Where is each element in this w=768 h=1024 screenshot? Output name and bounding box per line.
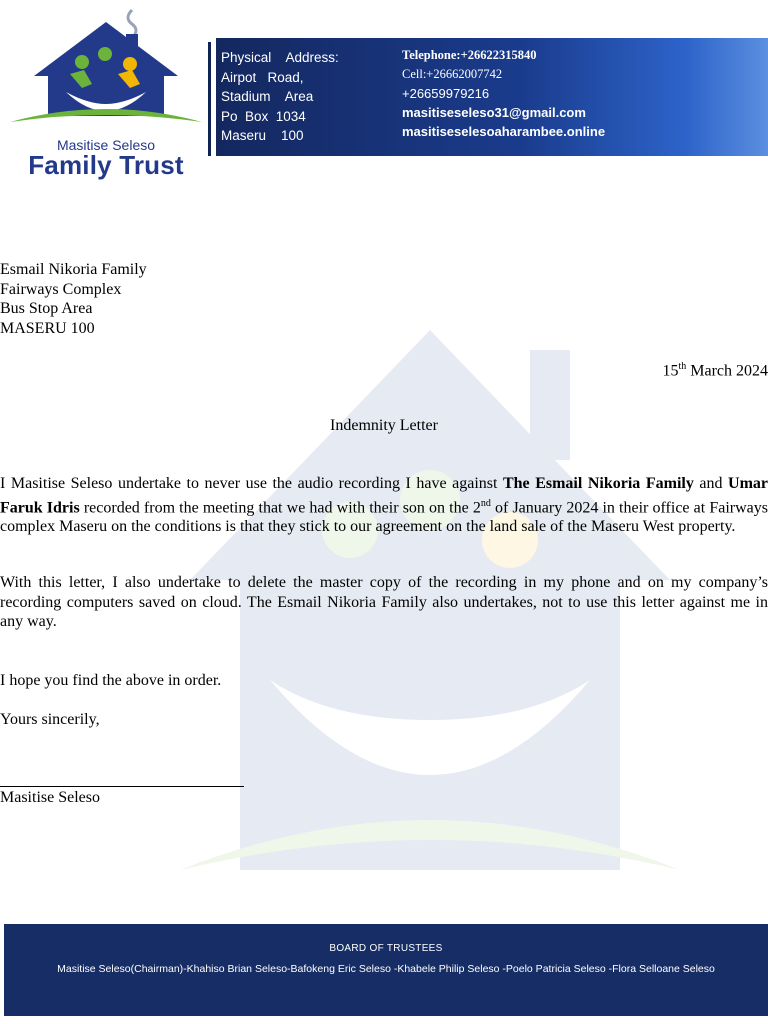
address-line: Airpot Road, xyxy=(221,69,304,85)
contact-numbers xyxy=(402,46,605,141)
p1-text-a: I Masitise Seleso undertake to never use the audio recording I have against xyxy=(0,475,503,492)
recipient-address xyxy=(0,260,147,338)
header-divider xyxy=(208,42,211,156)
house-family-icon xyxy=(4,4,208,140)
date-rest: March 2024 xyxy=(686,362,768,380)
closing-line: I hope you find the above in order. xyxy=(0,672,222,689)
trustee-names: Masitise Seleso(Chairman)-Khahiso Brian Seleso-Bafokeng Eric Seleso -Khabele Philip Seleso -Poelo Patricia Seleso -Flora Selloane Seleso xyxy=(57,963,715,975)
logo-name-line2: Family Trust xyxy=(28,150,184,180)
address-line: Po Box 1034 xyxy=(221,108,306,124)
address-line: Maseru 100 xyxy=(221,128,304,143)
p1-superscript: nd xyxy=(480,497,491,509)
recipient-line: MASERU 100 xyxy=(0,319,95,337)
recipient-line: Fairways Complex xyxy=(0,280,122,298)
paragraph-1 xyxy=(0,474,768,537)
p1-bold-name: Umar Faruk Idris xyxy=(0,475,768,516)
logo-name-line1: Masitise Seleso xyxy=(56,137,156,153)
letter-subject: Indemnity Letter xyxy=(330,417,438,434)
recipient-line: Esmail Nikoria Family xyxy=(0,261,147,278)
salutation: Yours sincerily, xyxy=(0,711,100,728)
physical-address xyxy=(221,48,339,146)
address-line: Stadium Area xyxy=(221,89,314,104)
signature-line xyxy=(0,786,244,787)
email-address[interactable]: masitiseseleso31@gmail.com xyxy=(402,105,586,120)
website-address[interactable]: masitiseselesoaharambee.online xyxy=(402,124,606,139)
date-day: 15 xyxy=(662,362,679,380)
signature-name: Masitise Seleso xyxy=(0,789,100,806)
recipient-line: Bus Stop Area xyxy=(0,300,93,317)
p1-bold-family: The Esmail Nikoria Family xyxy=(502,475,694,492)
footer-band xyxy=(4,924,768,1016)
contact-band xyxy=(216,38,768,156)
address-line: Physical Address: xyxy=(221,50,339,65)
p1-text-g: of January 2024 in their office at Fairways complex Maseru on the conditions is that they stick to our agreement on the land sale of the Maseru West property. xyxy=(0,498,768,536)
cell-number: Cell:+26662007742 xyxy=(402,67,503,81)
p1-text-c: and xyxy=(693,475,729,492)
footer-title: BOARD OF TRUSTEES xyxy=(329,943,443,954)
letter-date xyxy=(662,357,768,381)
trust-logo xyxy=(4,4,208,180)
telephone: Telephone:+26622315840 xyxy=(402,48,537,62)
p1-text-e: recorded from the meeting that we had with their son on the 2 xyxy=(79,498,481,516)
date-suffix: th xyxy=(678,361,687,372)
paragraph-2: With this letter, I also undertake to delete the master copy of the recording in my phone and on my company’s recording computers saved on cloud. The Esmail Nikoria Family also undertakes, not to use this letter against me in any way. xyxy=(0,574,768,630)
phone-number: +26659979216 xyxy=(402,86,490,101)
